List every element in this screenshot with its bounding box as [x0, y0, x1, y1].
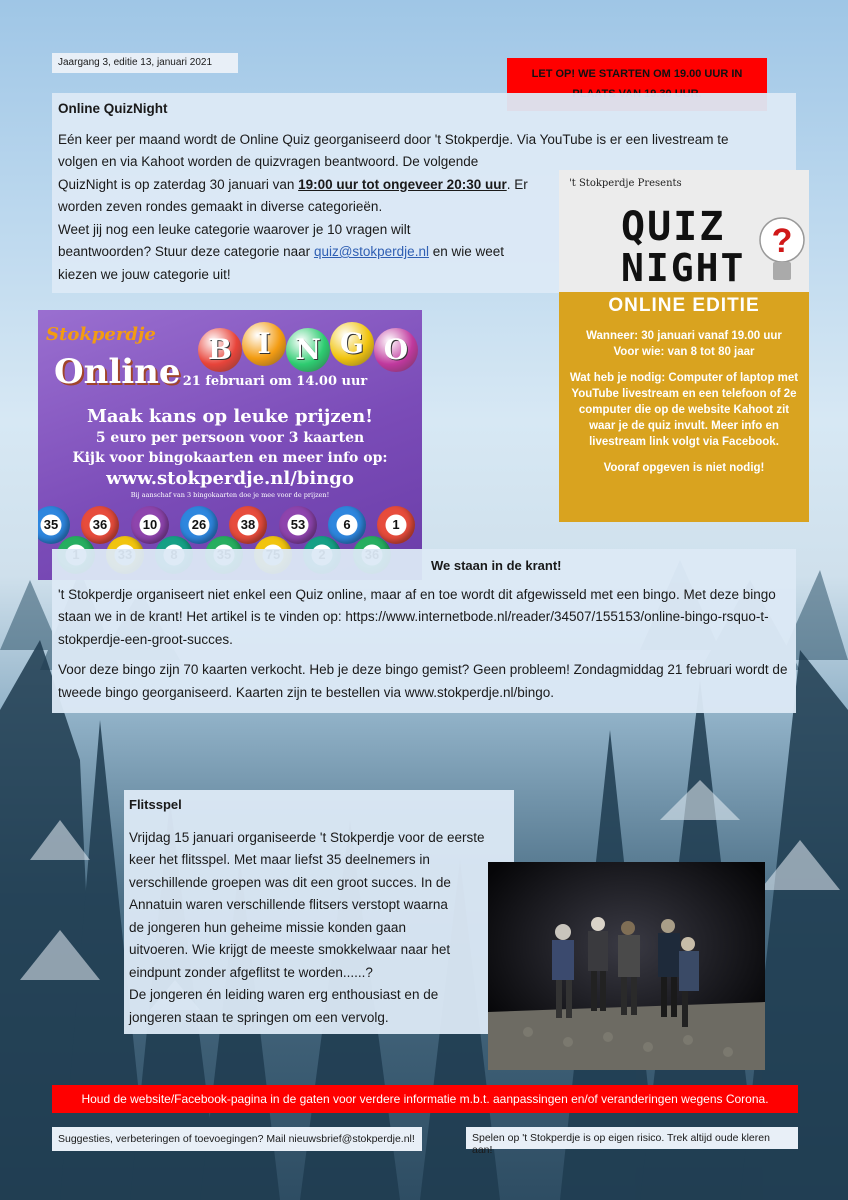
bingo-prize: Maak kans op leuke prijzen!: [86, 406, 374, 427]
flitsspel-line: Vrijdag 15 januari organiseerde 't Stokperdje voor de eerste: [129, 829, 485, 845]
online-bingo-poster: [38, 310, 422, 580]
newspaper-paragraph-1: 't Stokperdje organiseert niet enkel een Quiz online, maar af en toe wordt dit afgewisseld met een bingo. Met deze bingo staan we in de krant! Het artikel is te vinden op: https://www.internetbode.nl/reader/34507/155153/online-bingo-rsquo-t-stokperdje-een-groot-succes.: [58, 586, 776, 647]
bingo-letters: [198, 320, 418, 380]
flitsspel-line: jongeren staan te springen om een vervolg.: [129, 1009, 389, 1025]
category-send-text: beantwoorden? Stuur deze categorie naar: [58, 244, 314, 259]
newspaper-section: [52, 549, 796, 713]
bingo-logo: Stokperdje: [46, 324, 156, 345]
flitsspel-line: Annatuin waren verschillende flitsers verstopt waarna: [129, 897, 448, 912]
quiznight-poster: [559, 170, 809, 522]
newspaper-paragraph-2: Voor deze bingo zijn 70 kaarten verkocht. Heb je deze bingo gemist? Geen probleem! Zondagmiddag 21 februari wordt de tweede bingo georganiseerd. Kaarten zijn te bestellen via www.stokperdje.nl/bingo.: [58, 662, 788, 700]
flitsspel-line: uitvoeren. Wie krijgt de meeste smokkelwaar naar het: [129, 942, 451, 957]
quiznight-line-2: volgen en via Kahoot worden de quizvragen beantwoord. De volgende: [58, 154, 479, 169]
poster-brand: 't Stokperdje Presents: [569, 178, 682, 189]
edition-label: Jaargang 3, editie 13, januari 2021: [52, 53, 238, 73]
flitsspel-line: de jongeren hun geheime missie konden gaan: [129, 919, 406, 935]
flitsspel-photo: [488, 862, 765, 1070]
poster-when: Wanneer: 30 januari vanaf 19.00 uur: [586, 330, 782, 342]
bingo-letter-ball: O: [374, 328, 418, 372]
bingo-ball: 1: [377, 506, 415, 544]
flitsspel-title: Flitsspel: [129, 797, 182, 812]
bingo-small-print: Bij aanschaf van 3 bingokaarten doe je mee voor de prijzen!: [130, 491, 330, 499]
quiznight-time: 19:00 uur tot ongeveer 20:30 uur: [298, 176, 507, 192]
suggestions-note: Suggesties, verbeteringen of toevoegingen? Mail nieuwsbrief@stokperdje.nl!: [52, 1127, 422, 1151]
flitsspel-line: verschillende groepen was dit een groot succes. In de: [129, 874, 451, 890]
bingo-online-word: Online: [54, 352, 181, 392]
corona-notice: Houd de website/Facebook-pagina in de gaten voor verdere informatie m.b.t. aanpassingen en/of veranderingen wegens Corona.: [52, 1085, 798, 1113]
poster-signup: Vooraf opgeven is niet nodig!: [603, 462, 765, 474]
quiz-email-link[interactable]: quiz@stokperdje.nl: [313, 244, 429, 259]
bingo-ball: 26: [180, 506, 218, 544]
poster-quiz-word: QUIZ: [621, 204, 726, 250]
bingo-ball: 35: [38, 506, 70, 544]
svg-text:?: ?: [771, 222, 793, 260]
risk-note: Spelen op 't Stokperdje is op eigen risico. Trek altijd oude kleren aan!: [466, 1127, 798, 1149]
quiznight-line-4: worden zeven rondes gemaakt in diverse categorieën.: [58, 199, 383, 214]
newspaper-title: We staan in de krant!: [431, 558, 562, 573]
flitsspel-line: keer het flitsspel. Met maar liefst 35 deelnemers in: [129, 852, 430, 867]
poster-header: [559, 170, 809, 292]
bingo-ball: 10: [131, 506, 169, 544]
bingo-url: www.stokperdje.nl/bingo: [106, 468, 354, 489]
poster-who: Voor wie: van 8 tot 80 jaar: [613, 346, 755, 358]
bingo-letter-ball: I: [242, 322, 286, 366]
night-group-photo: [488, 862, 765, 1070]
quiznight-line-3: [58, 174, 558, 197]
bingo-letter-ball: N: [286, 328, 330, 372]
bingo-ball: 38: [229, 506, 267, 544]
bingo-ball: 6: [328, 506, 366, 544]
quiznight-line-6: [58, 241, 558, 264]
category-send-end: en wie weet: [428, 244, 504, 259]
bingo-letter-ball: G: [330, 322, 374, 366]
bingo-info: Kijk voor bingokaarten en meer info op:: [72, 450, 388, 466]
quiznight-line-7: kiezen we jouw categorie uit!: [58, 266, 231, 282]
lightbulb-question-icon: [757, 210, 807, 290]
poster-night-word: NIGHT: [621, 246, 746, 290]
poster-edition: ONLINE EDITIE: [608, 295, 760, 316]
quiznight-line-5: Weet jij nog een leuke categorie waarover je 10 vragen wilt: [58, 221, 411, 237]
bingo-price: 5 euro per persoon voor 3 kaarten: [95, 430, 365, 446]
quiznight-date-text: QuizNight is op zaterdag 30 januari van: [58, 176, 299, 192]
bingo-ball: 36: [81, 506, 119, 544]
poster-details: [559, 292, 809, 522]
flitsspel-text: [129, 827, 509, 1030]
flitsspel-line: eindpunt zonder afgeflitst te worden......?: [129, 964, 373, 980]
quiznight-line-1: Eén keer per maand wordt de Online Quiz georganiseerd door 't Stokperdje. Via YouTube is er een livestream te: [58, 131, 729, 147]
poster-needs: Wat heb je nodig: Computer of laptop met YouTube livestream en een telefoon of 2e computer die op de website Kahoot zit waar je de quiz invult. Meer info en livestream link volgt via Facebook.: [569, 372, 799, 448]
bingo-date: 21 februari om 14.00 uur: [182, 374, 368, 389]
alert-line-1: LET OP! WE STARTEN OM 19.00 UUR IN: [531, 68, 743, 80]
bingo-ball: 53: [279, 506, 317, 544]
quiznight-title: Online QuizNight: [58, 101, 168, 116]
quiznight-date-end: . Er: [506, 176, 528, 192]
flitsspel-section: [124, 790, 514, 1034]
flitsspel-line: De jongeren én leiding waren erg enthousiast en de: [129, 987, 439, 1002]
bingo-letter-ball: B: [198, 328, 242, 372]
